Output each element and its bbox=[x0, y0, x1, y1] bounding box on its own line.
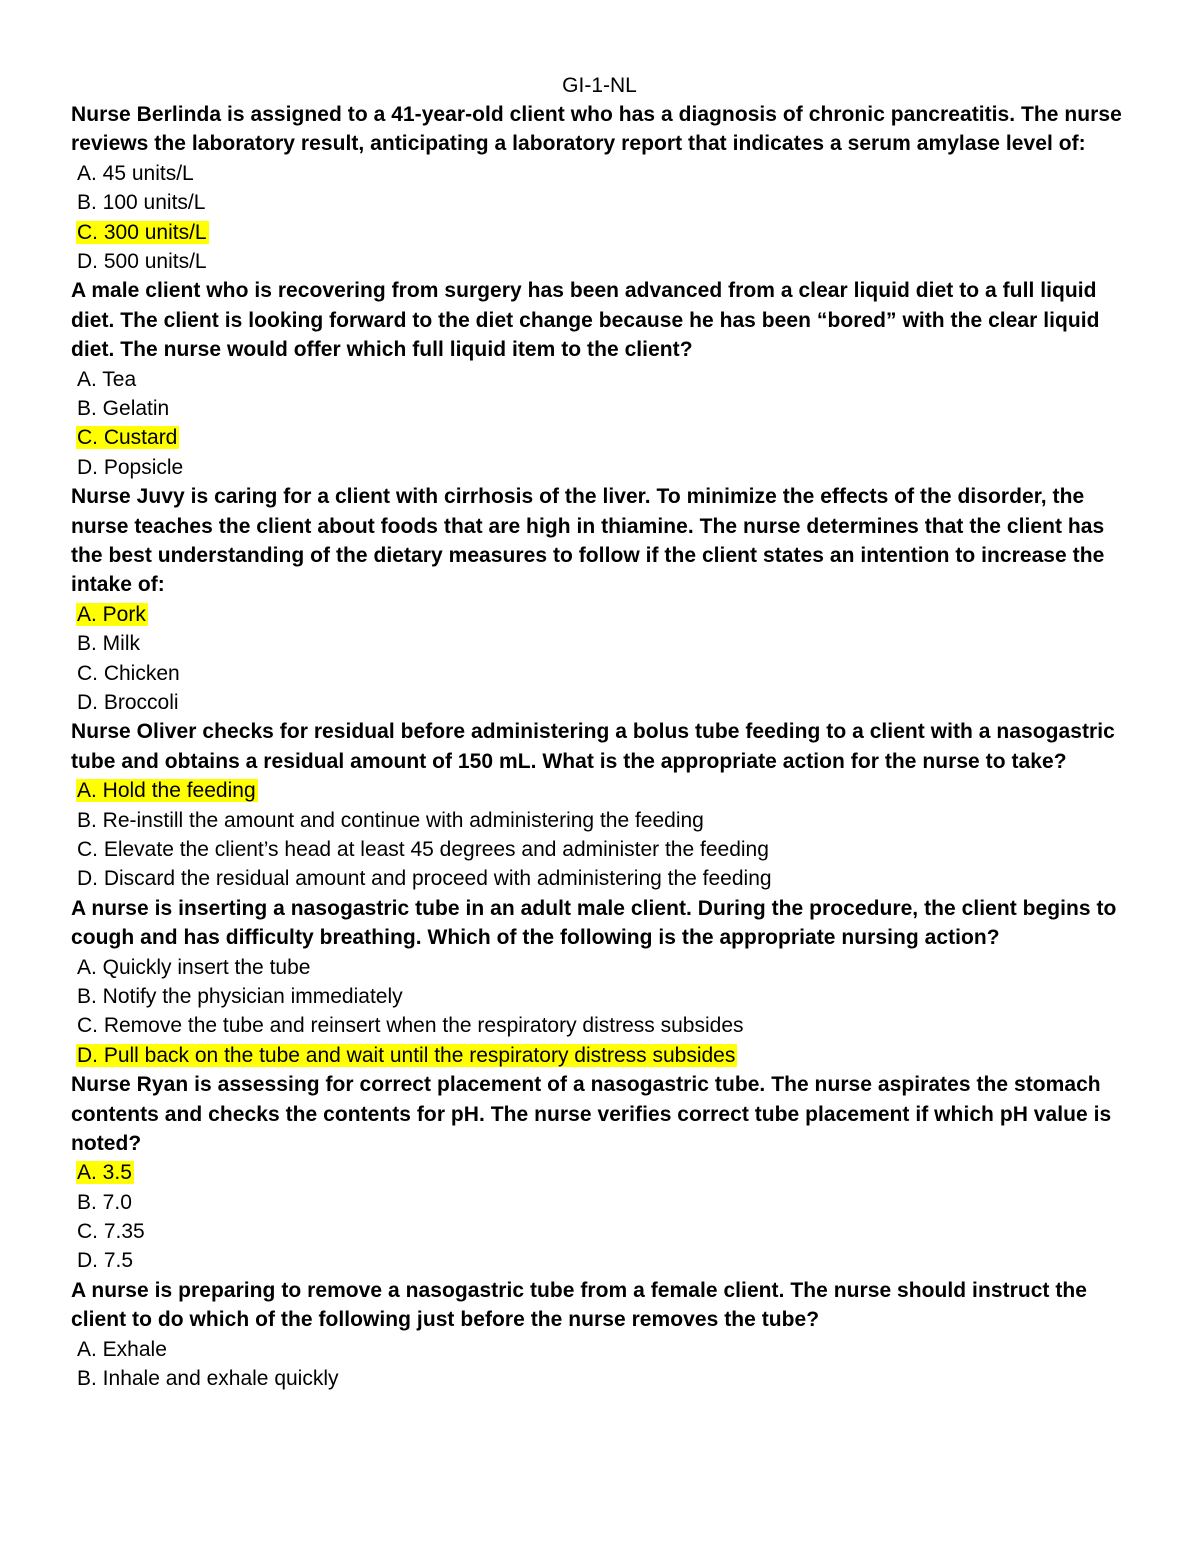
answer-option bbox=[71, 159, 1141, 188]
answer-option bbox=[71, 629, 1141, 658]
answer-option-highlighted bbox=[71, 600, 1141, 629]
answer-option-text: A. Tea bbox=[77, 367, 137, 391]
answer-option-text: C. Remove the tube and reinsert when the respiratory distress subsides bbox=[77, 1014, 744, 1038]
answer-option-text: A. Quickly insert the tube bbox=[77, 955, 311, 979]
answer-option bbox=[71, 247, 1141, 276]
answer-option-text: B. Gelatin bbox=[77, 396, 170, 420]
answer-option bbox=[71, 394, 1141, 423]
answer-option-text: A. Exhale bbox=[77, 1337, 167, 1361]
answer-option bbox=[71, 688, 1141, 717]
document-title: GI-1-NL bbox=[562, 74, 637, 97]
question-block-7 bbox=[71, 1276, 1141, 1394]
question-text: Nurse Oliver checks for residual before administering a bolus tube feeding to a client with a nasogastric tube and obtains a residual amount of 150 mL. What is the appropriate action for the nurse to take? bbox=[71, 720, 1115, 773]
answer-option-text: D. Broccoli bbox=[77, 690, 179, 714]
answer-option bbox=[71, 1217, 1141, 1246]
question-text: A male client who is recovering from surgery has been advanced from a clear liquid diet to a full liquid diet. The client is looking forward to the diet change because he has been “bored” with the clear liquid diet. The nurse would offer which full liquid item to the client? bbox=[71, 279, 1100, 362]
answer-option-text: D. Pull back on the tube and wait until the respiratory distress subsides bbox=[77, 1043, 736, 1067]
answer-option bbox=[71, 453, 1141, 482]
answer-option-text: B. Milk bbox=[77, 632, 140, 656]
answer-option-text: C. 7.35 bbox=[77, 1220, 145, 1244]
question-block-2 bbox=[71, 276, 1141, 482]
question-text: Nurse Juvy is caring for a client with cirrhosis of the liver. To minimize the effects of the disorder, the nurse teaches the client about foods that are high in thiamine. The nurse determines that the client has the best understanding of the dietary measures to follow if the client states an intention to increase the intake of: bbox=[71, 485, 1105, 597]
answer-option bbox=[71, 806, 1141, 835]
question-text: A nurse is preparing to remove a nasogastric tube from a female client. The nurse should instruct the client to do which of the following just before the nurse removes the tube? bbox=[71, 1278, 1088, 1332]
answer-option-highlighted bbox=[71, 1041, 1141, 1070]
answer-option-highlighted bbox=[71, 776, 1141, 805]
question-text: A nurse is inserting a nasogastric tube in an adult male client. During the procedure, the client begins to cough and has difficulty breathing. Which of the following is the appropriate nursing action? bbox=[71, 896, 1117, 950]
question-text: Nurse Ryan is assessing for correct placement of a nasogastric tube. The nurse aspirates the stomach contents and checks the contents for pH. The nurse verifies correct tube placement if which pH value is noted? bbox=[71, 1073, 1112, 1155]
answer-option-text: C. Chicken bbox=[77, 661, 180, 685]
answer-option-highlighted bbox=[71, 423, 1141, 452]
answer-option-text: A. Hold the feeding bbox=[77, 779, 256, 803]
answer-option bbox=[71, 1011, 1141, 1040]
answer-option-text: B. Notify the physician immediately bbox=[77, 984, 403, 1008]
answer-option-text: A. 3.5 bbox=[77, 1161, 132, 1185]
question-block-1 bbox=[71, 100, 1141, 276]
answer-option-text: A. Pork bbox=[77, 602, 146, 626]
question-block-4 bbox=[71, 717, 1141, 893]
answer-option bbox=[71, 659, 1141, 688]
answer-option-text: B. Re-instill the amount and continue with administering the feeding bbox=[77, 808, 704, 832]
question-block-6 bbox=[71, 1070, 1141, 1276]
answer-option-text: C. Custard bbox=[77, 426, 178, 450]
question-block-5 bbox=[71, 894, 1141, 1070]
answer-option bbox=[71, 953, 1141, 982]
answer-option-text: D. Popsicle bbox=[77, 455, 184, 479]
document-page bbox=[71, 72, 1141, 1393]
answer-option-text: B. 7.0 bbox=[77, 1190, 132, 1214]
answer-option bbox=[71, 835, 1141, 864]
answer-option bbox=[71, 188, 1141, 217]
answer-option-text: C. Elevate the client’s head at least 45 degrees and administer the feeding bbox=[77, 837, 769, 861]
answer-option-text: D. 7.5 bbox=[77, 1249, 134, 1273]
answer-option bbox=[71, 1188, 1141, 1217]
answer-option-text: D. Discard the residual amount and proceed with administering the feeding bbox=[77, 867, 772, 891]
answer-option-text: B. Inhale and exhale quickly bbox=[77, 1367, 339, 1391]
answer-option bbox=[71, 1335, 1141, 1364]
answer-option bbox=[71, 1364, 1141, 1393]
answer-option bbox=[71, 982, 1141, 1011]
answer-option bbox=[71, 1246, 1141, 1275]
answer-option-highlighted bbox=[71, 1158, 1141, 1187]
answer-option-text: D. 500 units/L bbox=[77, 249, 207, 273]
answer-option-text: B. 100 units/L bbox=[77, 191, 206, 215]
answer-option-text: A. 45 units/L bbox=[77, 161, 194, 185]
answer-option bbox=[71, 365, 1141, 394]
question-block-3 bbox=[71, 482, 1141, 717]
question-text: Nurse Berlinda is assigned to a 41-year-old client who has a diagnosis of chronic pancreatitis. The nurse reviews the laboratory result, anticipating a laboratory report that indicates a serum amylase level of: bbox=[71, 103, 1122, 156]
answer-option-text: C. 300 units/L bbox=[77, 220, 207, 244]
answer-option-highlighted bbox=[71, 218, 1141, 247]
answer-option bbox=[71, 864, 1141, 893]
